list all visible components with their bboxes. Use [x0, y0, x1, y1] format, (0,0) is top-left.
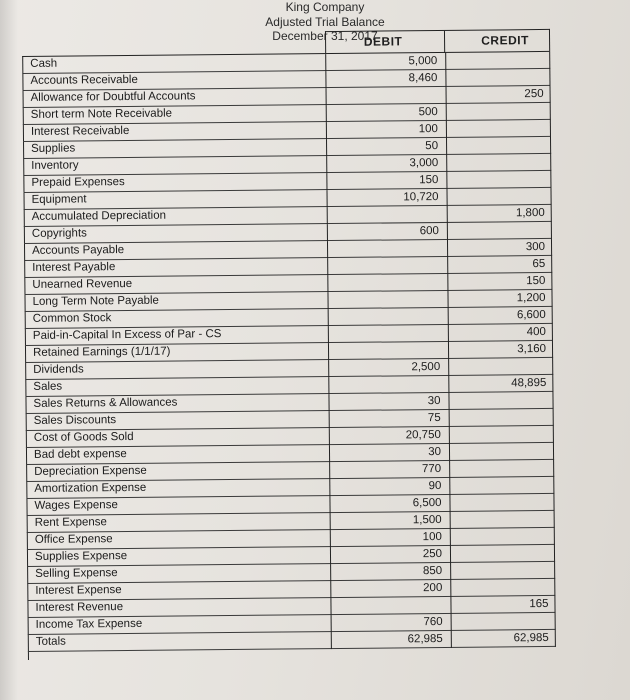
debit-amount [327, 257, 447, 275]
account-name: Cash [30, 57, 58, 70]
credit-amount [446, 171, 551, 189]
debit-amount [328, 308, 448, 326]
account-name: Accounts Receivable [30, 73, 138, 87]
credit-amount [446, 120, 551, 138]
credit-amount [450, 562, 555, 580]
account-name: Equipment [31, 193, 87, 206]
credit-amount: 65 [447, 256, 552, 274]
credit-amount: 3,160 [448, 341, 553, 359]
debit-amount: 250 [330, 546, 450, 564]
account-name: Income Tax Expense [35, 617, 143, 631]
debit-amount [327, 206, 447, 224]
debit-amount: 10,720 [326, 189, 446, 207]
debit-amount: 30 [329, 444, 449, 462]
page-shadow [0, 0, 18, 700]
account-name: Accounts Payable [32, 244, 125, 257]
debit-amount: 3,000 [326, 155, 446, 173]
account-name: Selling Expense [35, 567, 118, 580]
debit-amount [328, 325, 448, 343]
debit-amount: 8,460 [325, 70, 445, 88]
credit-amount [448, 392, 553, 410]
account-name: Interest Revenue [35, 601, 124, 614]
account-name: Accumulated Depreciation [31, 209, 167, 223]
account-name: Wages Expense [34, 499, 118, 512]
account-name: Sales Discounts [33, 414, 117, 427]
account-name: Interest Payable [32, 261, 116, 274]
report-title: Adjusted Trial Balance [265, 14, 385, 29]
debit-column-header: DEBIT [363, 34, 403, 49]
credit-amount: 150 [447, 273, 552, 291]
debit-amount: 90 [329, 478, 449, 496]
credit-amount [446, 154, 551, 172]
account-name: Dividends [33, 363, 84, 376]
debit-amount [327, 240, 447, 258]
column-headers [325, 33, 550, 53]
credit-amount [447, 222, 552, 240]
account-name: Common Stock [32, 312, 112, 325]
credit-column-header: CREDIT [481, 33, 529, 48]
debit-amount: 50 [326, 138, 446, 156]
account-name: Prepaid Expenses [31, 176, 125, 189]
account-name: Sales [33, 380, 63, 393]
debit-amount: 30 [328, 393, 448, 411]
credit-amount [451, 613, 556, 631]
credit-amount: 1,800 [447, 205, 552, 223]
account-name: Interest Expense [35, 584, 122, 597]
account-name: Paid-in-Capital In Excess of Par - CS [32, 328, 222, 342]
debit-amount: 760 [331, 614, 451, 632]
account-name: Office Expense [34, 533, 113, 546]
credit-amount [449, 426, 554, 444]
debit-amount: 6,500 [329, 495, 449, 513]
credit-amount [450, 528, 555, 546]
account-name: Interest Receivable [30, 124, 130, 138]
debit-amount: 100 [326, 121, 446, 139]
debit-amount: 1,500 [330, 512, 450, 530]
account-name: Copyrights [31, 227, 87, 240]
debit-amount [328, 376, 448, 394]
account-name: Depreciation Expense [34, 464, 147, 478]
credit-amount [449, 460, 554, 478]
credit-amount [449, 477, 554, 495]
trial-balance-table [22, 31, 558, 662]
credit-amount [449, 443, 554, 461]
credit-amount [445, 52, 550, 70]
account-name: Unearned Revenue [32, 277, 133, 291]
credit-amount: 62,985 [451, 630, 556, 648]
debit-amount [327, 291, 447, 309]
account-name: Inventory [31, 159, 79, 172]
debit-amount: 200 [330, 580, 450, 598]
debit-amount: 5,000 [325, 53, 445, 71]
debit-amount: 600 [327, 223, 447, 241]
account-name: Retained Earnings (1/1/17) [32, 345, 171, 359]
credit-amount [445, 69, 550, 87]
debit-amount: 150 [326, 172, 446, 190]
table-row [28, 630, 556, 652]
credit-amount [449, 494, 554, 512]
account-name: Cost of Goods Sold [33, 430, 134, 444]
credit-amount [446, 137, 551, 155]
credit-amount [450, 579, 555, 597]
account-name: Short term Note Receivable [30, 107, 173, 121]
debit-amount: 100 [330, 529, 450, 547]
debit-amount [328, 342, 448, 360]
debit-amount: 770 [329, 461, 449, 479]
account-name: Sales Returns & Allowances [33, 396, 178, 410]
credit-amount: 300 [447, 239, 552, 257]
account-name: Rent Expense [34, 516, 107, 529]
account-name: Supplies Expense [34, 550, 128, 563]
debit-amount: 20,750 [329, 427, 449, 445]
credit-amount: 400 [448, 324, 553, 342]
credit-amount [448, 358, 553, 376]
debit-amount [330, 597, 450, 615]
account-name: Totals [35, 635, 66, 648]
account-name: Bad debt expense [33, 448, 127, 461]
debit-amount: 500 [326, 104, 446, 122]
credit-amount [450, 545, 555, 563]
debit-amount: 850 [330, 563, 450, 581]
account-name: Long Term Note Payable [32, 294, 159, 308]
credit-amount: 6,600 [448, 307, 553, 325]
credit-amount [446, 103, 551, 121]
table-body [22, 51, 556, 652]
report-date: December 31, 2017 [272, 29, 378, 43]
debit-amount [326, 87, 446, 105]
debit-amount [327, 274, 447, 292]
account-name: Allowance for Doubtful Accounts [30, 90, 196, 104]
credit-amount: 250 [446, 86, 551, 104]
account-name: Supplies [31, 142, 76, 155]
account-name: Amortization Expense [34, 481, 147, 495]
credit-amount [449, 409, 554, 427]
company-name: King Company [285, 0, 365, 14]
credit-amount [450, 511, 555, 529]
credit-amount [446, 188, 551, 206]
credit-amount: 165 [450, 596, 555, 614]
debit-amount: 2,500 [328, 359, 448, 377]
credit-amount: 1,200 [447, 290, 552, 308]
debit-amount: 75 [329, 410, 449, 428]
debit-amount: 62,985 [331, 631, 451, 649]
credit-amount: 48,895 [448, 375, 553, 393]
